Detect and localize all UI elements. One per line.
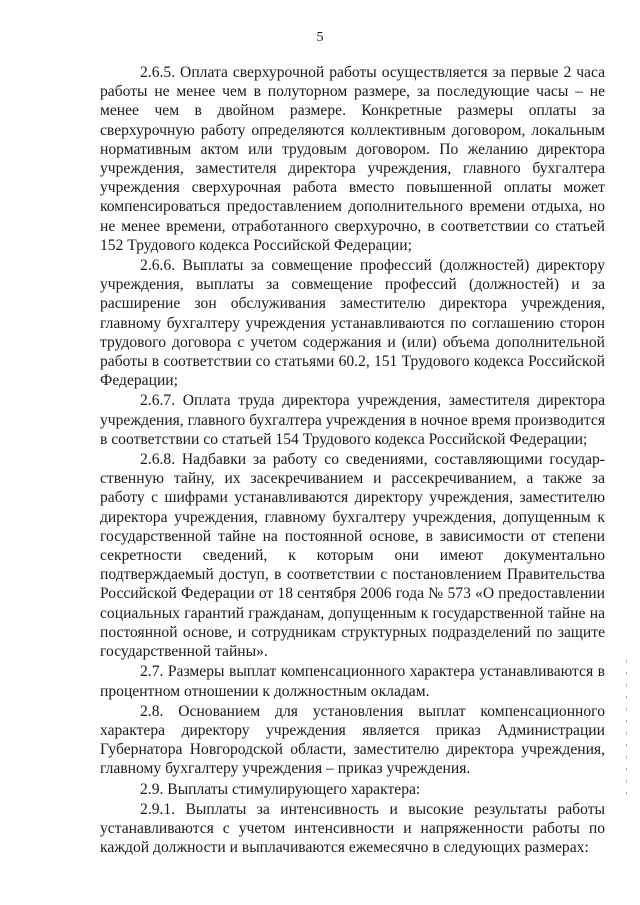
- paragraph-2-6-7: 2.6.7. Оплата труда директора учреждения, заместителя директора учреждения, главного бухгалтера учреждения в ночное время производится в соответствии со статьей 154 Трудового кодекса Российской Федерации;: [100, 392, 605, 448]
- paragraph-2-8: 2.8. Основанием для установления выплат компенсационного характера директору учреждения является приказ Администрации Губернатора Новгородской области, заместителю директора учреждения, главному бухгалтеру учреждения – приказ учреждения.: [100, 702, 605, 778]
- page-number: 5: [316, 30, 324, 45]
- scan-margin-marks: [626, 660, 628, 900]
- document-body: [100, 63, 605, 857]
- paragraph-2-6-6: 2.6.6. Выплаты за совмещение профессий (должностей) директору учреждения, выплаты за совмещение профессий (должностей) и за расширение зон обслуживания заместителю директора учреждения, главному бухгалтеру учреждения устанавливаются по соглашению сторон трудового договора с учетом содержания и (или) объема дополнительной работы в соответствии со статьями 60.2, 151 Трудового кодекса Российской Федерации;: [100, 257, 605, 390]
- paragraph-2-7: 2.7. Размеры выплат компенсационного характера устанавливаются в процентном отношении к должностным окладам.: [100, 663, 605, 700]
- paragraph-2-6-8: 2.6.8. Надбавки за работу со сведениями, составляющими государственную тайну, их засекречиванием и рассекречиванием, а также за работу с шифрами устанавливаются директору учреждения, заместителю директора учреждения, главному бухгалтеру учреждения, допущенным к государственной тайне на постоянной основе, в зависимости от степени секретности сведений, к которым они имеют документально подтверждаемый доступ, в соответствии с постановлением Правительства Российской Федерации от 18 сентября 2006 года № 573 «О предоставлении социальных гарантий гражданам, допущенным к государственной тайне на постоянной основе, и сотрудникам структурных подразделений по защите государственной тайны».: [100, 451, 605, 661]
- paragraph-2-9-1: 2.9.1. Выплаты за интенсивность и высокие результаты работы устанавливаются с учетом интенсивности и напряженности работы по каждой должности и выплачиваются ежемесячно в следующих размерах:: [100, 800, 605, 857]
- paragraph-2-6-5: 2.6.5. Оплата сверхурочной работы осуществляется за первые 2 часа работы не менее чем в полуторном размере, за последующие часы – не менее чем в двойном размере. Конкретные размеры оплаты за сверхурочную работу определяются коллективным договором, локальным нормативным актом или трудовым договором. По желанию директора учреждения, заместителя директора учреждения, главного бухгалтера учреждения сверхурочная работа вместо повышенной оплаты может компенсироваться предоставлением дополнительного времени отдыха, но не менее времени, отработанного сверхурочно, в соответствии со статьей 152 Трудового кодекса Российской Федерации;: [100, 64, 605, 254]
- paragraph-2-9: 2.9. Выплаты стимулирующего характера:: [140, 780, 421, 798]
